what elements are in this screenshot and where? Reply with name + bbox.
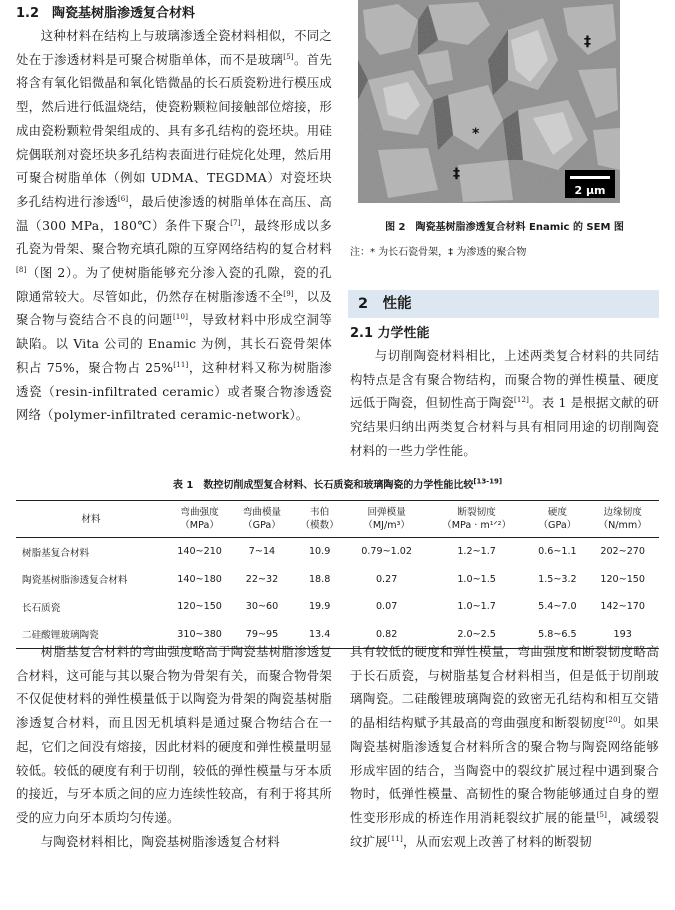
- table-cell: 30~60: [245, 601, 279, 613]
- section-2-1-paragraph: 与切削陶瓷材料相比，上述两类复合材料的共同结构特点是含有聚合物结构，而聚合物的弹性模量、硬度远低于陶瓷，但韧性高于陶瓷[12]。表 1 是根据文献的研究结果归纳出两类复合材料与具有相同用途的切削陶瓷材料的一些力学性能。: [350, 348, 659, 458]
- bottom-right-paragraph: 具有较低的硬度和弹性模量，弯曲强度和断裂韧度略高于长石质瓷，与树脂基复合材料相当，但是低于切削玻璃陶瓷。二硅酸锂玻璃陶瓷的致密无孔结构和相互交错的晶相结构赋予其最高的弯曲强度和断裂韧度[20]。如果陶瓷基树脂渗透复合材料所含的聚合物与陶瓷网络能够形成牢固的结合，当陶瓷中的裂纹扩展过程中遇到聚合物时，低弹性模量、高韧性的聚合物能够通过自身的塑性变形形成的桥连作用消耗裂纹扩展的能量[5]，减缓裂纹扩展[11]，从而宏观上改善了材料的断裂韧: [350, 644, 659, 849]
- table-cell: 193: [586, 621, 659, 649]
- table-cell: 5.8~6.5: [528, 621, 586, 649]
- header-flexural-strength: 弯曲强度 （MPa）: [166, 501, 233, 538]
- table-cell: 7~14: [248, 546, 276, 558]
- table-cell: 5.4~7.0: [538, 601, 577, 613]
- section-2-1-heading: 2.1 力学性能: [350, 326, 430, 341]
- table-cell: 1.2~1.7: [457, 546, 496, 558]
- section-2-heading: 2 性能: [348, 290, 659, 318]
- table-cell: 2.0~2.5: [425, 621, 529, 649]
- dagger-marker-bottom: ‡: [453, 166, 460, 182]
- table-cell: 79~95: [233, 621, 291, 649]
- header-resilience: 回弹模量 （MJ/m³）: [348, 501, 424, 538]
- table-cell: 120~150: [177, 601, 222, 613]
- table-cell: 120~150: [600, 573, 646, 585]
- figure-2-caption: 图 2 陶瓷基树脂渗透复合材料 Enamic 的 SEM 图: [385, 222, 624, 233]
- header-hardness: 硬度 （GPa）: [528, 501, 586, 538]
- properties-table: [16, 500, 659, 649]
- table-row: [16, 593, 659, 621]
- table-cell: 二硅酸锂玻璃陶瓷: [16, 621, 166, 649]
- figure-2-note: 注：* 为长石瓷骨架，‡ 为渗透的聚合物: [350, 247, 527, 258]
- table-cell: 310~380: [166, 621, 233, 649]
- header-edge-toughness: 边缘韧度 （N/mm）: [586, 501, 659, 538]
- scale-bar-line: [570, 176, 610, 179]
- table-1-title: 表 1 数控切削成型复合材料、长石质瓷和玻璃陶瓷的力学性能比较[13-19]: [172, 477, 503, 491]
- bottom-left-paragraph-1: 树脂基复合材料的弯曲强度略高于陶瓷基树脂渗透复合材料，这可能与其以聚合物为骨架有关，而聚合物骨架不仅促使材料的弹性模量低于以陶瓷为骨架的陶瓷基树脂渗透复合材料，而且因无机填料是通过聚合物结合在一起，它们之间没有熔接，因此材料的硬度和弹性模量明显较低。较低的硬度有利于切削，较低的弹性模量与牙本质的接近，与牙本质之间的应力连续性较高，有利于将其所受的应力向牙本质均匀传递。: [16, 644, 332, 825]
- table-cell: 140~180: [177, 573, 222, 585]
- table-cell: 13.4: [291, 621, 349, 649]
- header-fracture-toughness: 断裂韧度 （MPa · m¹ᐟ²）: [425, 501, 529, 538]
- bottom-left-column: [16, 640, 332, 853]
- table-cell: 陶瓷基树脂渗透复合材料: [22, 575, 128, 587]
- table-cell: 1.0~1.5: [457, 573, 496, 585]
- table-cell: 18.8: [308, 573, 331, 585]
- table-cell: 22~32: [245, 573, 279, 585]
- section-1-2-heading: 1.2 陶瓷基树脂渗透复合材料: [16, 6, 196, 21]
- table-cell: 1.0~1.7: [457, 601, 496, 613]
- table-header-row: [16, 501, 659, 538]
- table-cell: 0.07: [375, 601, 398, 613]
- table-cell: 140~210: [177, 546, 222, 558]
- dagger-marker-top: ‡: [584, 34, 591, 50]
- bottom-right-column: [350, 640, 659, 853]
- table-cell: 1.5~3.2: [538, 573, 577, 585]
- section-1-2-paragraph: 这种材料在结构上与玻璃渗透全瓷材料相似，不同之处在于渗透材料是可聚合树脂单体，而不是玻璃[5]。首先将含有氧化铝微晶和氧化锆微晶的长石质瓷粉进行模压成型，然后进行低温烧结，使瓷粉颗粒间接触部位熔接，形成由瓷粉颗粒骨架组成的、具有多孔结构的瓷坯块。用硅烷偶联剂对瓷坯块多孔结构表面进行硅烷化处理，然后用可聚合树脂单体（例如 UDMA、TEGDMA）对瓷坯块多孔结构进行渗透[6]，最后使渗透的树脂单体在高压、高温（300 MPa，180℃）条件下聚合[7]，最终形成以多孔瓷为骨架、聚合物充填孔隙的互穿网络结构的复合材料[8]（图 2）。为了使树脂能够充分渗入瓷的孔隙，瓷的孔隙通常较大。尽管如此，仍然存在树脂渗透不全[9]，以及聚合物与瓷结合不良的问题[10]，导致材料中形成空洞等缺陷。以 Vita 公司的 Enamic 为例，其长石瓷骨架体积占 75%，聚合物占 25%[11]，这种材料又称为树脂渗透瓷（resin-infiltrated ceramic）或者聚合物渗透瓷网络（polymer-infiltrated ceramic-network）。: [16, 28, 332, 423]
- table-cell: 202~270: [600, 546, 646, 558]
- table-row: [16, 538, 659, 566]
- table-cell: 0.82: [348, 621, 424, 649]
- header-material: 材料: [16, 501, 166, 538]
- sem-figure: [358, 0, 620, 203]
- star-marker: *: [472, 126, 480, 142]
- sem-image: [358, 0, 620, 203]
- table-cell: 长石质瓷: [22, 602, 61, 614]
- table-cell: 0.6~1.1: [538, 546, 577, 558]
- table-cell: 142~170: [600, 601, 646, 613]
- table-cell: 19.9: [308, 601, 331, 613]
- table-cell: 树脂基复合材料: [22, 547, 90, 559]
- table-cell: 0.27: [375, 573, 398, 585]
- table-row: [16, 566, 659, 594]
- table-cell: 0.79~1.02: [361, 546, 413, 558]
- bottom-left-paragraph-2: 与陶瓷材料相比，陶瓷基树脂渗透复合材料: [40, 833, 281, 849]
- header-weibull: 韦伯 （模数）: [291, 501, 349, 538]
- scale-bar-label: 2 μm: [574, 184, 606, 197]
- header-flexural-modulus: 弯曲模量 （GPa）: [233, 501, 291, 538]
- table-cell: 10.9: [308, 546, 331, 558]
- left-column: [16, 4, 332, 427]
